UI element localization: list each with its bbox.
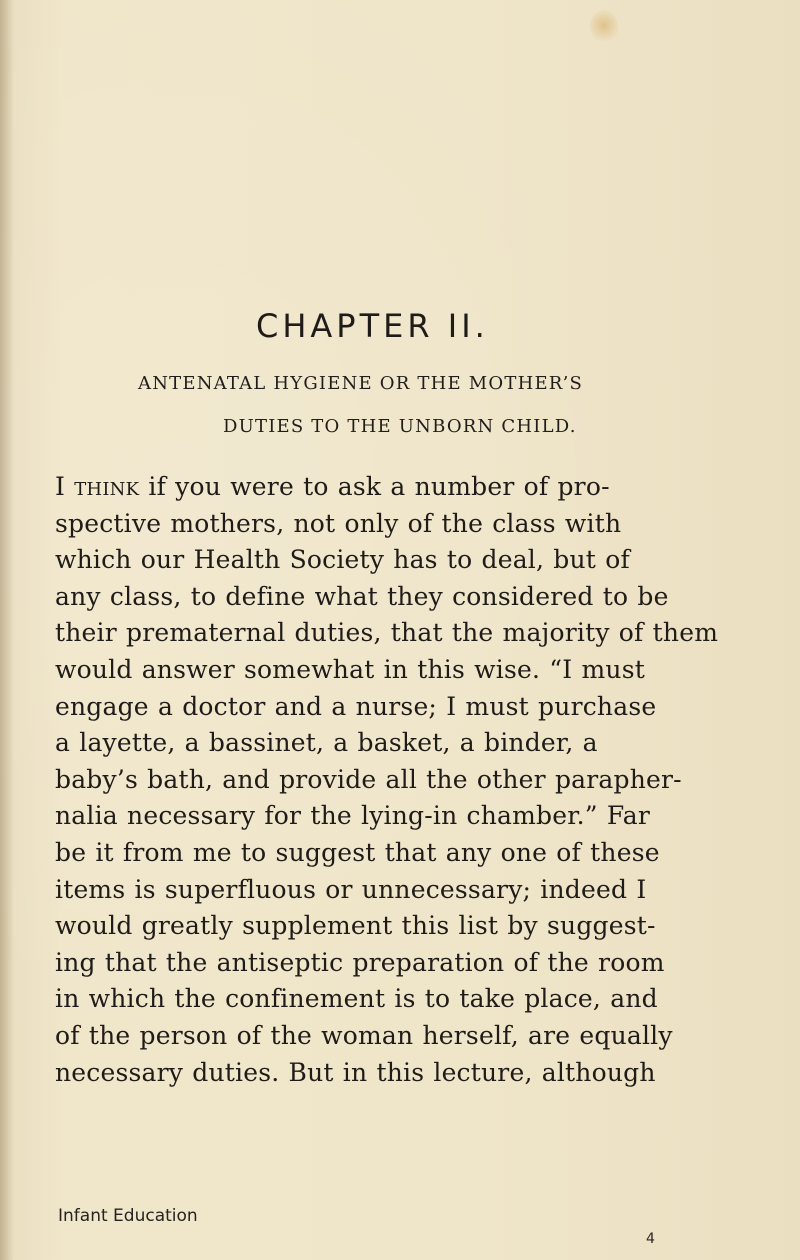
binding-shadow [0,0,14,1260]
body-line: their prematernal duties, that the majority of them [55,618,719,648]
chapter-title: CHAPTER II. [256,307,489,345]
body-line: necessary duties. But in this lecture, although [55,1057,656,1087]
body-line: spective mothers, not only of the class with [55,508,622,538]
body-line: nalia necessary for the lying-in chamber.” Far [55,801,651,831]
paper-stain [590,10,618,44]
body-line: items is superfluous or unnecessary; indeed I [55,874,647,904]
chapter-subheading-line-2: DUTIES TO THE UNBORN CHILD. [223,416,577,437]
body-line: baby’s bath, and provide all the other parapher- [55,764,682,794]
body-line [55,469,723,506]
body-line: of the person of the woman herself, are equally [55,1020,673,1050]
body-line: be it from me to suggest that any one of these [55,837,660,867]
body-line: which our Health Society has to deal, but of [55,545,630,575]
body-text [55,469,723,1091]
body-line: engage a doctor and a nurse; I must purchase [55,691,657,721]
body-line: any class, to define what they considered to be [55,581,669,611]
chapter-subheading-line-1: ANTENATAL HYGIENE OR THE MOTHER’S [138,373,584,394]
body-line: a layette, a bassinet, a basket, a binder, a [55,728,598,758]
body-line: in which the confinement is to take place, and [55,984,658,1014]
signature-mark: Infant Education [58,1206,198,1226]
body-line: ing that the antiseptic preparation of the room [55,947,665,977]
body-line: would greatly supplement this list by suggest- [55,911,656,941]
lead-in-words: I think [55,472,140,501]
body-line: would answer somewhat in this wise. “I must [55,654,645,684]
body-line-text: if you were to ask a number of pro- [139,472,610,501]
page-number: 4 [646,1231,655,1247]
